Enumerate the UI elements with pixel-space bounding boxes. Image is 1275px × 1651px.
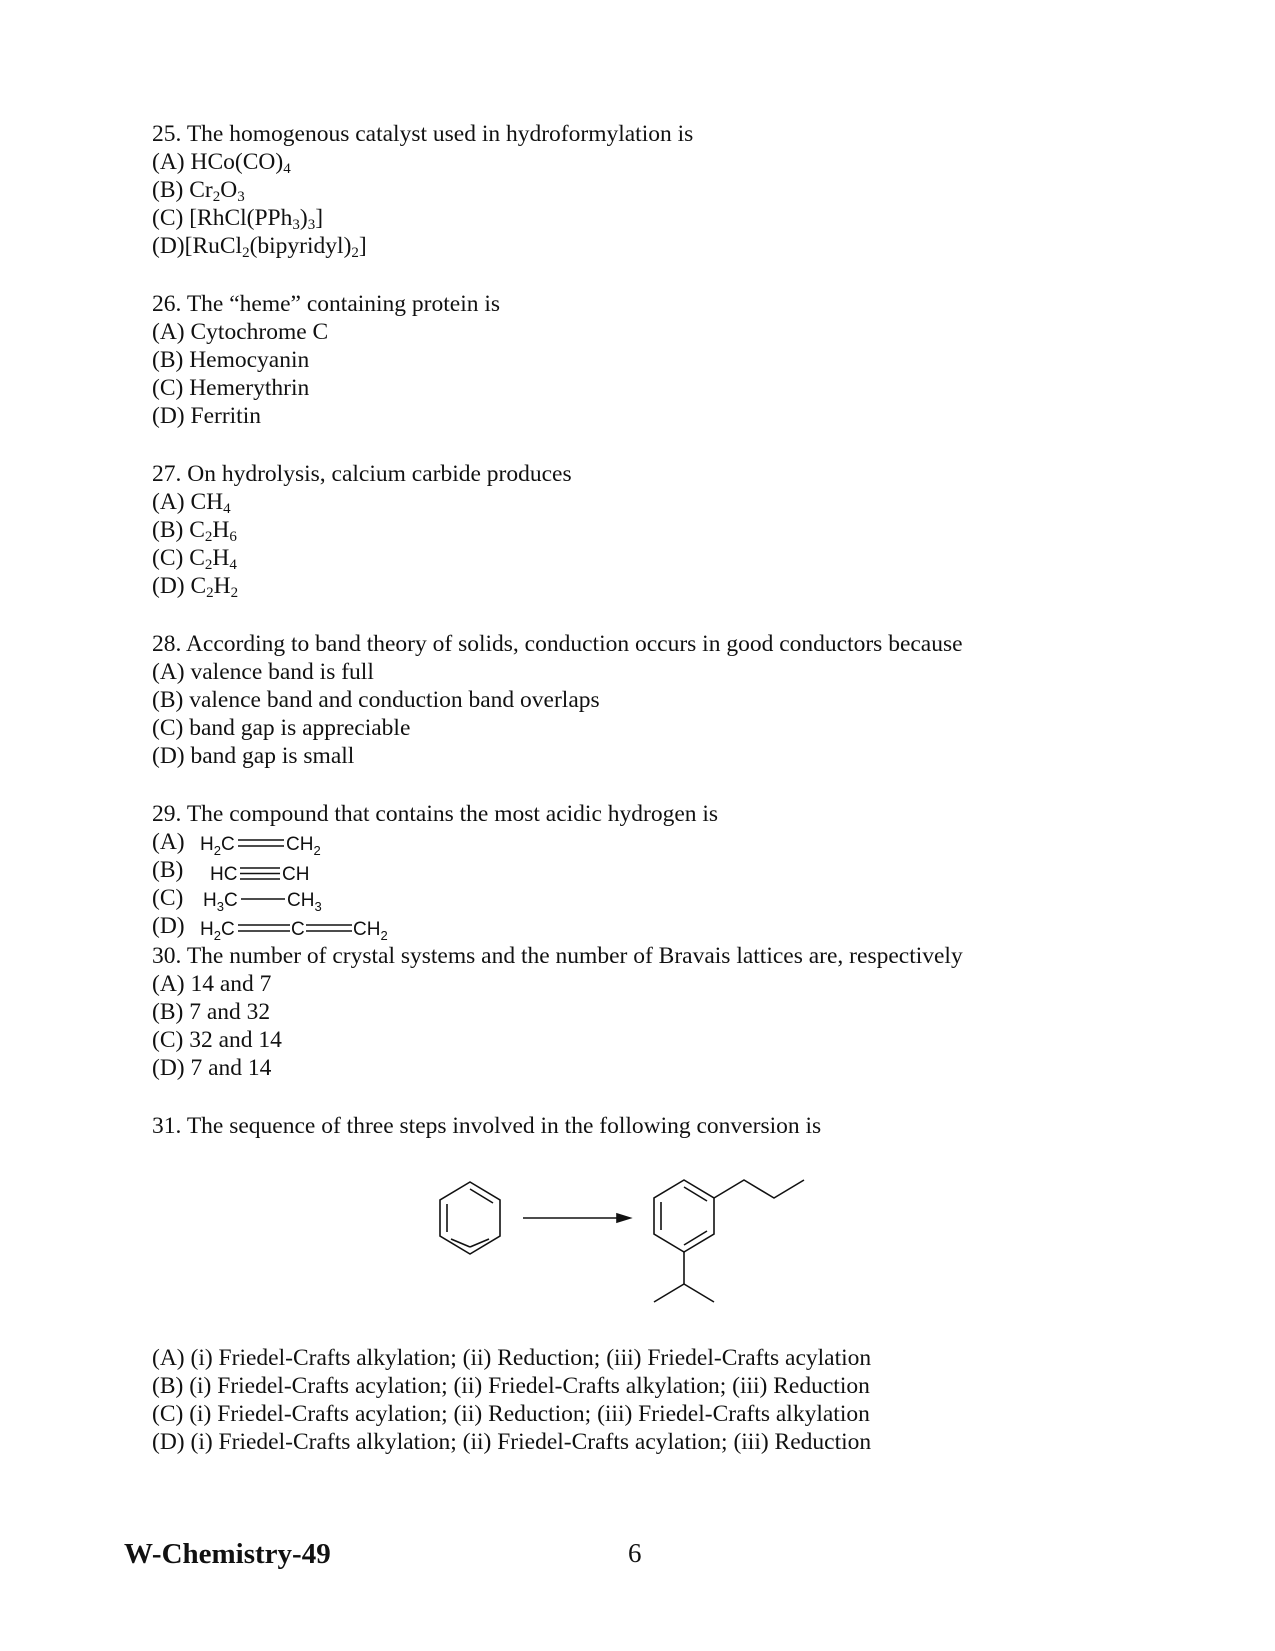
svg-text:CH: CH (282, 864, 310, 885)
q25-option-b: (B) $Cr_2O_3$ (152, 177, 245, 205)
question-28-stem: 28. According to band theory of solids, conduction occurs in good conductors because (152, 631, 963, 657)
q29-option-c-formula (203, 882, 373, 914)
q27-option-c: (C) $C_2H_4$ (152, 545, 237, 573)
svg-text:CH2: $CH_2$ (286, 834, 321, 858)
q25-option-c: (C) $[RhCl(PPh_3)_3]$ (152, 205, 324, 233)
q27-option-b: (B) $C_2H_6$ (152, 517, 237, 545)
q31-option-b: (B) (i) Friedel-Crafts acylation; (ii) Friedel-Crafts alkylation; (iii) Reduction (152, 1373, 870, 1399)
page-number: 6 (628, 1538, 642, 1568)
q30-option-d: (D) 7 and 14 (152, 1055, 272, 1081)
q30-option-b: (B) 7 and 32 (152, 999, 271, 1025)
product-structure (654, 1180, 804, 1302)
q29-option-a-label: (A) (152, 829, 185, 855)
q30-option-c: (C) 32 and 14 (152, 1027, 282, 1053)
question-27-stem: 27. On hydrolysis, calcium carbide produces (152, 461, 572, 487)
benzene-structure (440, 1182, 500, 1254)
footer-paper-code: W-Chemistry-49 (124, 1538, 331, 1570)
q26-option-c: (C) Hemerythrin (152, 375, 310, 401)
q26-option-d: (D) Ferritin (152, 403, 261, 429)
q28-option-b: (B) valence band and conduction band overlaps (152, 687, 600, 713)
q30-option-a: (A) 14 and 7 (152, 971, 272, 997)
q31-option-d: (D) (i) Friedel-Crafts alkylation; (ii) Friedel-Crafts acylation; (iii) Reduction (152, 1429, 872, 1455)
svg-text:HC: HC (210, 864, 238, 885)
q31-option-c: (C) (i) Friedel-Crafts acylation; (ii) Reduction; (iii) Friedel-Crafts alkylation (152, 1401, 870, 1427)
question-26-stem: 26. The “heme” containing protein is (152, 291, 501, 317)
q29-option-a-formula (200, 826, 370, 858)
q25-option-d: $(D)[RuCl_2(bipyridyl)_2]$ (152, 233, 367, 261)
svg-text:CH3: $CH_3$ (287, 890, 322, 914)
q29-option-c-label: (C) (152, 885, 184, 911)
question-29-stem: 29. The compound that contains the most acidic hydrogen is (152, 801, 719, 827)
svg-text:H2C: $H_2C$ (200, 919, 235, 943)
question-25-stem: 25. The homogenous catalyst used in hydroformylation is (152, 121, 694, 147)
question-30-stem: 30. The number of crystal systems and the number of Bravais lattices are, respectively (152, 943, 963, 969)
q31-option-a: (A) (i) Friedel-Crafts alkylation; (ii) Reduction; (iii) Friedel-Crafts acylation (152, 1345, 872, 1371)
q29-option-b-label: (B) (152, 857, 184, 883)
q28-option-c: (C) band gap is appreciable (152, 715, 411, 741)
svg-text:H2C: $H_2C$ (200, 834, 235, 858)
q26-option-b: (B) Hemocyanin (152, 347, 310, 373)
reaction-arrow-icon (523, 1214, 630, 1222)
q27-option-d: (D) $C_2H_2$ (152, 573, 239, 601)
q27-option-a: (A) $CH_4$ (152, 489, 231, 517)
svg-text:H3C: $H_3C$ (203, 890, 238, 914)
q25-option-a: (A) $HCo(CO)_4$ (152, 149, 291, 177)
svg-text:CH2: $CH_2$ (353, 919, 388, 943)
svg-text:C: C (291, 919, 305, 940)
q29-option-d-label: (D) (152, 913, 185, 939)
q31-reaction-scheme (420, 1160, 860, 1320)
q28-option-d: (D) band gap is small (152, 743, 355, 769)
q28-option-a: (A) valence band is full (152, 659, 374, 685)
q26-option-a: (A) Cytochrome C (152, 319, 329, 345)
q29-option-d-formula (200, 911, 420, 943)
question-31-stem: 31. The sequence of three steps involved in the following conversion is (152, 1113, 822, 1139)
